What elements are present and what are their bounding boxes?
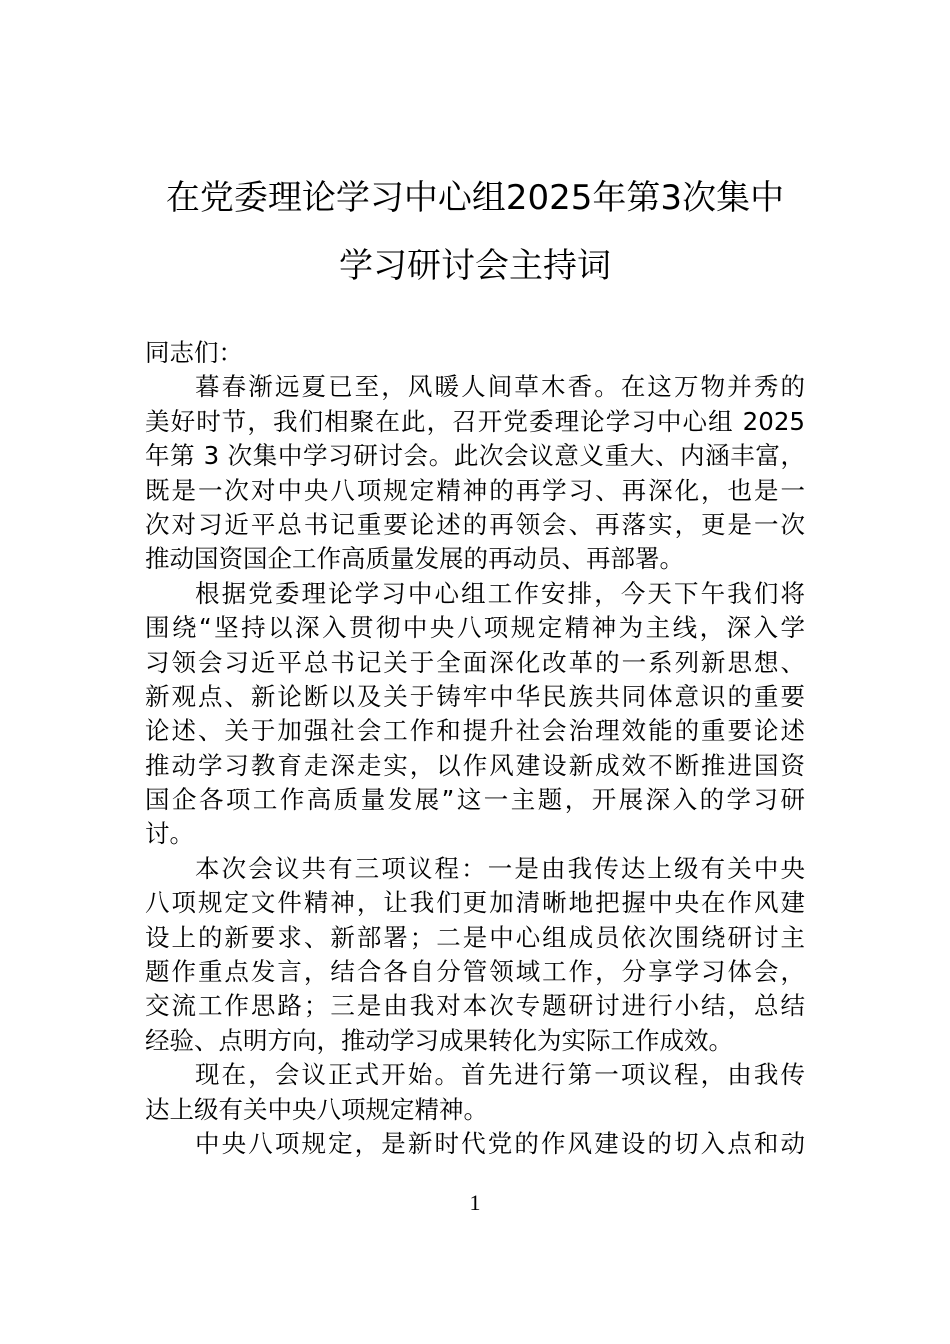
text-line: 题作重点发言，结合各自分管领域工作，分享学习体会， [145,957,805,987]
paragraph-2 [145,577,805,852]
text-line: 根据党委理论学习中心组工作安排，今天下午我们将 [195,578,805,608]
document-title-line-1: 在党委理论学习中心组2025年第3次集中 [165,178,785,218]
text-line: 美好时节，我们相聚在此，召开党委理论学习中心组 2025 [145,406,805,436]
text-line: 暮春渐远夏已至，风暖人间草木香。在这万物并秀的 [195,372,805,402]
text-line: 既是一次对中央八项规定精神的再学习、再深化，也是一 [145,475,805,505]
paragraph-5 [145,1127,805,1161]
text-line: 次对习近平总书记重要论述的再领会、再落实，更是一次 [145,509,805,539]
text-line: 交流工作思路；三是由我对本次专题研讨进行小结，总结 [145,991,805,1021]
page-number: 1 [469,1190,481,1215]
document-body [145,336,805,1161]
document-title-line-2: 学习研讨会主持词 [339,246,611,286]
text-line: 国企各项工作高质量发展”这一主题，开展深入的学习研 [145,785,805,815]
text-line: 中央八项规定，是新时代党的作风建设的切入点和动 [195,1128,805,1158]
text-line: 年第 3 次集中学习研讨会。此次会议意义重大、内涵丰富， [145,441,805,471]
text-line: 八项规定文件精神，让我们更加清晰地把握中央在作风建 [145,888,805,918]
text-line: 达上级有关中央八项规定精神。 [145,1094,488,1124]
paragraph-1 [145,370,805,576]
text-line: 推动国资国企工作高质量发展的再动员、再部署。 [145,544,684,574]
text-line: 习领会习近平总书记关于全面深化改革的一系列新思想、 [145,647,805,677]
salutation: 同志们： [145,338,243,367]
paragraph-3 [145,852,805,1058]
text-line: 围绕“坚持以深入贯彻中央八项规定精神为主线，深入学 [145,613,805,643]
text-line: 现在，会议正式开始。首先进行第一项议程，由我传 [195,1060,805,1090]
text-line: 讨。 [145,819,194,849]
text-line: 论述、关于加强社会工作和提升社会治理效能的重要论述 [145,716,805,746]
text-line: 新观点、新论断以及关于铸牢中华民族共同体意识的重要 [145,681,805,711]
text-line: 经验、点明方向，推动学习成果转化为实际工作成效。 [145,1025,733,1055]
paragraph-4 [145,1058,805,1127]
text-line: 设上的新要求、新部署；二是中心组成员依次围绕研讨主 [145,922,805,952]
text-line: 推动学习教育走深走实，以作风建设新成效不断推进国资 [145,750,805,780]
text-line: 本次会议共有三项议程：一是由我传达上级有关中央 [195,853,805,883]
